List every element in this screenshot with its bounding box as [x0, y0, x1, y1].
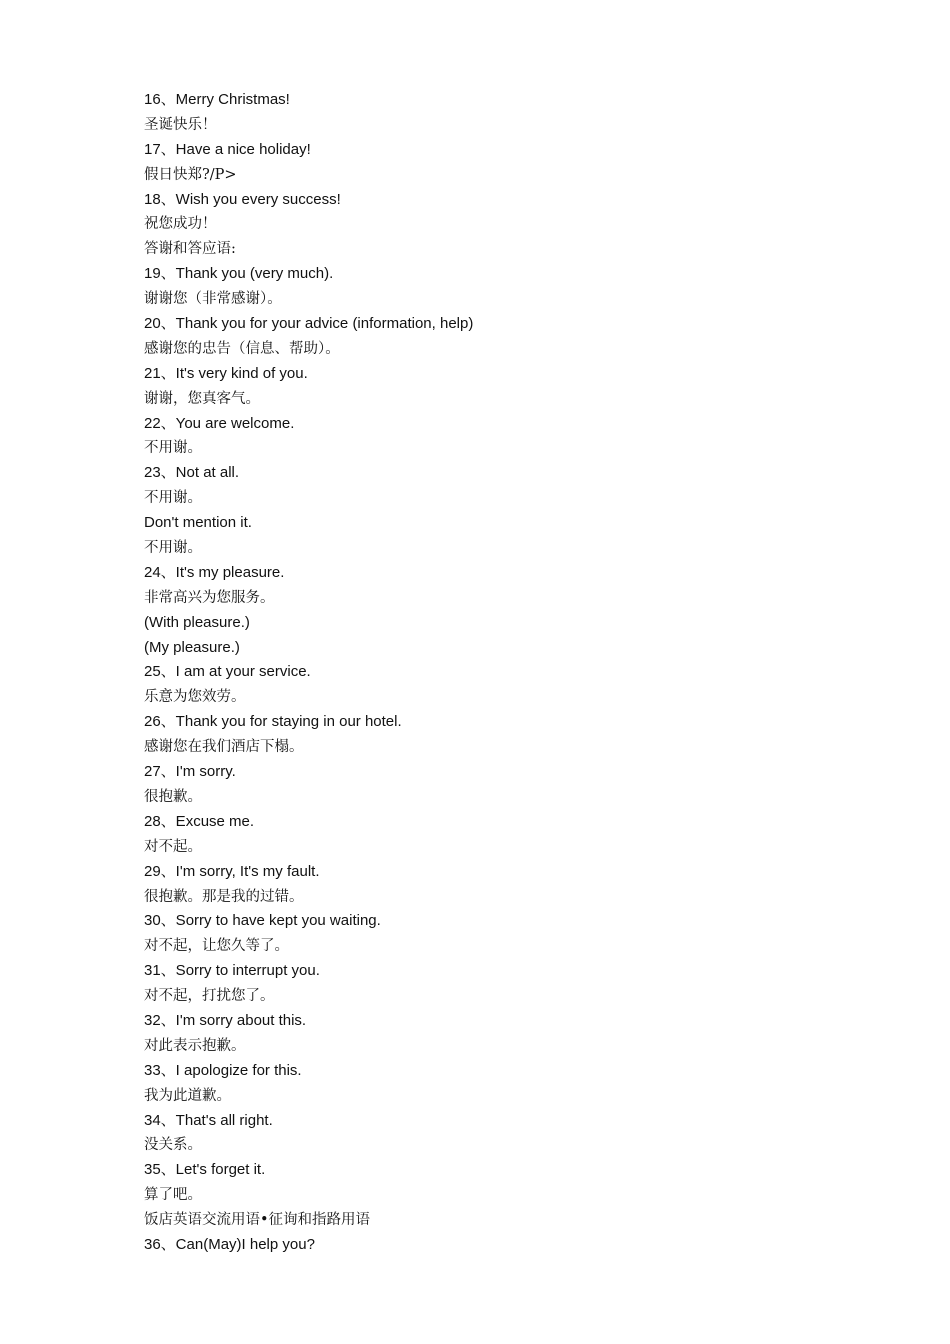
english-phrase-line: 36、Can(May)I help you?: [144, 1235, 315, 1253]
english-phrase-line: 26、Thank you for staying in our hotel.: [144, 713, 402, 731]
english-phrase-line: 34、That's all right.: [144, 1111, 273, 1129]
chinese-translation-line: 对不起，让您久等了。: [144, 938, 289, 955]
english-phrase-line: 17、Have a nice holiday!: [144, 140, 311, 158]
chinese-translation-line: 没关系。: [144, 1137, 202, 1154]
chinese-translation-line: 对不起。: [144, 838, 202, 855]
english-phrase-line: 30、Sorry to have kept you waiting.: [144, 912, 381, 930]
english-phrase-line: 20、Thank you for your advice (information, help): [144, 315, 474, 333]
chinese-translation-line: 对不起，打扰您了。: [144, 988, 275, 1005]
phrase-list: [144, 88, 864, 1258]
english-phrase-line: 18、Wish you every success!: [144, 190, 341, 208]
chinese-translation-line: 不用谢。: [144, 490, 202, 507]
chinese-translation-line: 我为此道歉。: [144, 1087, 231, 1104]
chinese-translation-line: 谢谢您（非常感谢）。: [144, 291, 282, 308]
english-phrase-line: 33、I apologize for this.: [144, 1061, 302, 1079]
english-phrase-line: (With pleasure.): [144, 613, 250, 631]
english-phrase-line: 24、It's my pleasure.: [144, 563, 285, 581]
chinese-translation-line: 不用谢。: [144, 540, 202, 557]
english-phrase-line: Don't mention it.: [144, 514, 252, 532]
english-phrase-line: 22、You are welcome.: [144, 414, 295, 432]
english-phrase-line: 25、I am at your service.: [144, 663, 311, 681]
chinese-translation-line: 对此表示抱歉。: [144, 1037, 246, 1054]
chinese-translation-line: 乐意为您效劳。: [144, 689, 246, 706]
chinese-translation-line: 感谢您在我们酒店下榻。: [144, 739, 304, 756]
chinese-translation-line: 谢谢，您真客气。: [144, 390, 260, 407]
english-phrase-line: 31、Sorry to interrupt you.: [144, 962, 320, 980]
chinese-translation-line: 很抱歉。那是我的过错。: [144, 888, 304, 905]
chinese-translation-line: 感谢您的忠告（信息、帮助）。: [144, 340, 340, 357]
english-phrase-line: 29、I'm sorry, It's my fault.: [144, 862, 320, 880]
chinese-translation-line: 祝您成功！: [144, 216, 217, 233]
english-phrase-line: 32、I'm sorry about this.: [144, 1011, 307, 1029]
chinese-translation-line: 饭店英语交流用语•征询和指路用语: [144, 1212, 371, 1229]
chinese-translation-line: 答谢和答应语:: [144, 241, 236, 258]
english-phrase-line: 23、Not at all.: [144, 464, 240, 482]
chinese-translation-line: 假日快郑?/P>: [144, 166, 237, 183]
english-phrase-line: 21、It's very kind of you.: [144, 364, 308, 382]
chinese-translation-line: 不用谢。: [144, 440, 202, 457]
english-phrase-line: (My pleasure.): [144, 638, 240, 656]
english-phrase-line: 28、Excuse me.: [144, 812, 255, 830]
chinese-translation-line: 非常高兴为您服务。: [144, 589, 275, 606]
english-phrase-line: 27、I'm sorry.: [144, 763, 236, 781]
chinese-translation-line: 很抱歉。: [144, 788, 202, 805]
chinese-translation-line: 圣诞快乐！: [144, 116, 217, 133]
english-phrase-line: 16、Merry Christmas!: [144, 91, 290, 108]
english-phrase-line: 19、Thank you (very much).: [144, 265, 334, 283]
chinese-translation-line: 算了吧。: [144, 1187, 202, 1204]
english-phrase-line: 35、Let's forget it.: [144, 1161, 266, 1179]
